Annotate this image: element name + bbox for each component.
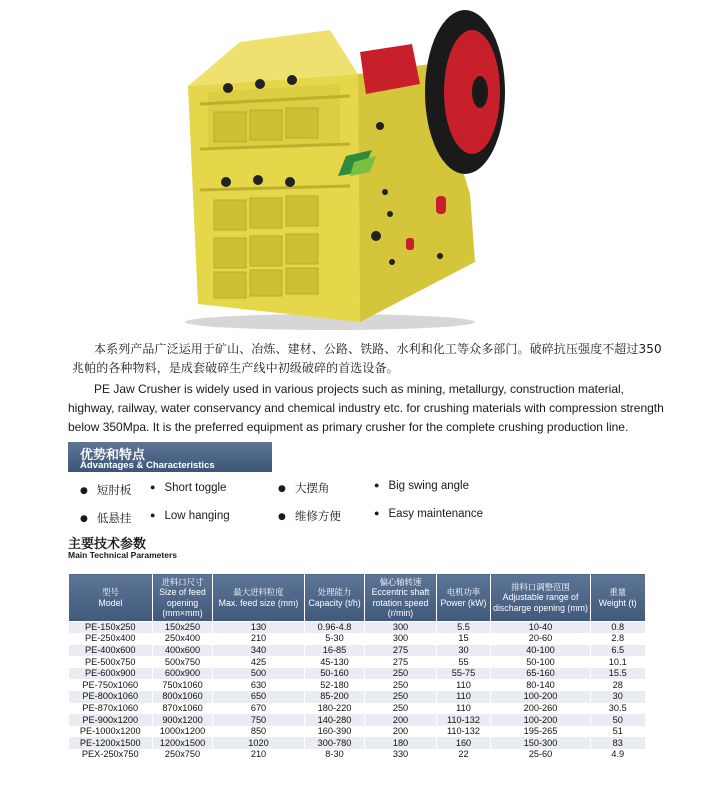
table-row [69,656,645,668]
table-cell: 300 [365,622,437,634]
column-header: 最大进料粒度 Max. feed size (mm) [213,574,305,622]
table-cell: 110-132 [437,726,491,738]
table-cell: PE-400x600 [69,645,153,657]
table-cell: 670 [213,703,305,715]
table-cell: PE-800x1060 [69,691,153,703]
table-row [69,714,645,726]
table-row [69,703,645,715]
table-cell: 50-100 [491,656,591,668]
advantage-item-en: ● Low hanging [150,510,230,522]
table-cell: 650 [213,691,305,703]
table-cell: 250 [365,691,437,703]
table-cell: 5-30 [305,633,365,645]
table-cell: 110 [437,691,491,703]
table-cell: PE-900x1200 [69,714,153,726]
bullet-icon: ● [374,508,380,518]
column-header: 处理能力 Capacity (t/h) [305,574,365,622]
advantage-item-cn: ● 大摆角 [278,481,330,495]
table-row [69,668,645,680]
table-cell: PE-600x900 [69,668,153,680]
table-cell: 1000x1200 [153,726,213,738]
table-cell: 210 [213,749,305,761]
table-cell: 65-160 [491,668,591,680]
table-cell: 110 [437,679,491,691]
table-cell: 250x400 [153,633,213,645]
table-cell: 250x750 [153,749,213,761]
table-cell: 750 [213,714,305,726]
table-cell: PE-1200x1500 [69,737,153,749]
table-cell: 100-200 [491,714,591,726]
bullet-icon: ● [80,514,88,524]
table-cell: 50-160 [305,668,365,680]
table-cell: 750x1060 [153,679,213,691]
table-row [69,645,645,657]
bullet-icon: ● [278,484,286,494]
table-cell: 50 [591,714,645,726]
table-cell: 25-60 [491,749,591,761]
table-cell: 15 [437,633,491,645]
column-header: 型号 Model [69,574,153,622]
table-cell: 80-140 [491,679,591,691]
table-cell: 110-132 [437,714,491,726]
column-header: 排料口调整范围 Adjustable range of discharge opening (mm) [491,574,591,622]
table-cell: 83 [591,737,645,749]
table-cell: 250 [365,679,437,691]
technical-parameters-table [68,573,645,761]
table-row [69,622,645,634]
table-cell: 28 [591,679,645,691]
table-cell: 300 [365,633,437,645]
table-cell: PE-1000x1200 [69,726,153,738]
column-header: 进料口尺寸 Size of feed opening (mm×mm) [153,574,213,622]
table-cell: PE-500x750 [69,656,153,668]
bullet-icon: ● [150,510,156,520]
table-cell: 200 [365,726,437,738]
table-row [69,633,645,645]
table-cell: 500x750 [153,656,213,668]
table-cell: 200-260 [491,703,591,715]
table-cell: 400x600 [153,645,213,657]
table-cell: 200 [365,714,437,726]
table-cell: 55 [437,656,491,668]
table-cell: 51 [591,726,645,738]
column-header: 重量 Weight (t) [591,574,645,622]
table-cell: 160 [437,737,491,749]
table-cell: 0.96-4.8 [305,622,365,634]
table-cell: 20-60 [491,633,591,645]
advantage-item-cn: ● 短肘板 [80,483,132,497]
table-cell: 30 [591,691,645,703]
advantage-item-en: ● Easy maintenance [374,508,484,520]
table-cell: PE-250x400 [69,633,153,645]
table-cell: 16-85 [305,645,365,657]
table-cell: 85-200 [305,691,365,703]
table-cell: 1200x1500 [153,737,213,749]
table-cell: 150x250 [153,622,213,634]
table-cell: 300-780 [305,737,365,749]
table-cell: PE-750x1060 [69,679,153,691]
advantages-title-en: Advantages & Characteristics [80,460,215,471]
table-cell: 52-180 [305,679,365,691]
table-cell: 250 [365,668,437,680]
advantage-item-en: ● Short toggle [150,482,227,494]
table-cell: 160-390 [305,726,365,738]
table-cell: 195-265 [491,726,591,738]
advantage-item-en: ● Big swing angle [374,480,469,492]
bullet-icon: ● [374,480,380,490]
description-cn: 本系列产品广泛运用于矿山、冶炼、建材、公路、铁路、水利和化工等众多部门。破碎抗压强度不超过350兆帕的各种物料，是成套破碎生产线中初级破碎的首选设备。 [72,342,662,375]
table-cell: 130 [213,622,305,634]
parameters-title-en: Main Technical Parameters [68,550,177,560]
table-cell: 5.5 [437,622,491,634]
table-cell: 6.5 [591,645,645,657]
column-header: 电机功率 Power (kW) [437,574,491,622]
bullet-icon: ● [150,482,156,492]
jaw-crusher-illustration [180,4,510,334]
table-cell: 210 [213,633,305,645]
table-cell: PE-150x250 [69,622,153,634]
table-cell: 630 [213,679,305,691]
table-cell: 40-100 [491,645,591,657]
table-cell: 150-300 [491,737,591,749]
table-row [69,749,645,761]
table-row [69,691,645,703]
table-cell: 180-220 [305,703,365,715]
table-row [69,726,645,738]
table-cell: 15.5 [591,668,645,680]
bullet-icon: ● [80,486,88,496]
table-cell: 4.9 [591,749,645,761]
table-cell: 275 [365,656,437,668]
table-cell: 10-40 [491,622,591,634]
table-cell: 100-200 [491,691,591,703]
table-cell: PE-870x1060 [69,703,153,715]
table-cell: 0.8 [591,622,645,634]
table-cell: 110 [437,703,491,715]
table-cell: 900x1200 [153,714,213,726]
table-cell: 30 [437,645,491,657]
advantage-item-cn: ● 低悬挂 [80,511,132,525]
table-cell: 340 [213,645,305,657]
column-header: 偏心轴转速 Eccentric shaft rotation speed (r/min) [365,574,437,622]
advantage-item-cn: ● 维修方便 [278,509,341,523]
table-cell: 330 [365,749,437,761]
table-cell: 870x1060 [153,703,213,715]
bullet-icon: ● [278,512,286,522]
table-row [69,679,645,691]
table-cell: 55-75 [437,668,491,680]
table-cell: 140-280 [305,714,365,726]
parameters-title-cn: 主要技术参数 [68,537,147,552]
table-cell: 180 [365,737,437,749]
table-cell: 2.8 [591,633,645,645]
table-cell: 8-30 [305,749,365,761]
table-cell: 800x1060 [153,691,213,703]
table-header-row [69,574,645,622]
advantages-title-cn: 优势和特点 [80,448,146,463]
table-cell: 500 [213,668,305,680]
table-cell: 30.5 [591,703,645,715]
table-cell: 600x900 [153,668,213,680]
advantages-ribbon [68,442,272,472]
table-cell: 1020 [213,737,305,749]
table-cell: 22 [437,749,491,761]
table-cell: 275 [365,645,437,657]
table-cell: PEX-250x750 [69,749,153,761]
table-cell: 425 [213,656,305,668]
table-cell: 250 [365,703,437,715]
table-cell: 45-130 [305,656,365,668]
table-cell: 850 [213,726,305,738]
jaw-crusher-image [180,4,510,334]
table-cell: 10.1 [591,656,645,668]
table-row [69,737,645,749]
description-en: PE Jaw Crusher is widely used in various projects such as mining, metallurgy, construction material, highway, railway, water conservancy and chemical industry etc. for crushing materials with compression strength below 350Mpa. It is the preferred equipment as primary crusher for the complete crushing production line. [68,382,664,434]
